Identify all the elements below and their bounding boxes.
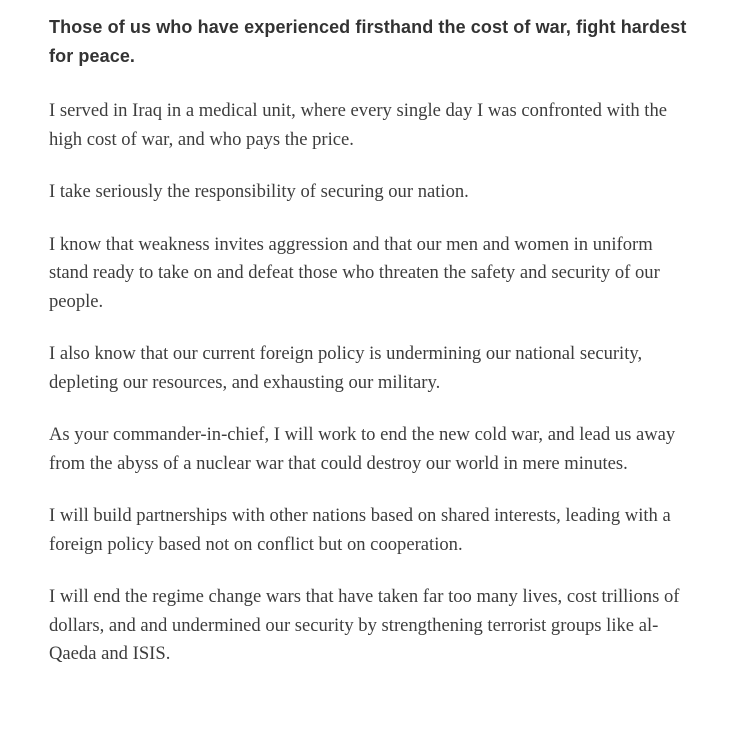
lead-paragraph: Those of us who have experienced firsthand the cost of war, fight hardest for peace. <box>49 17 687 66</box>
paragraph-weakness: I know that weakness invites aggression and that our men and women in uniform stand ready to take on and defeat those who threaten the safety and security of our people. <box>49 233 660 312</box>
paragraph-responsibility: I take seriously the responsibility of securing our nation. <box>49 181 469 202</box>
paragraph-service: I served in Iraq in a medical unit, where every single day I was confronted with the high cost of war, and who pays the price. <box>49 100 668 150</box>
paragraph-commander: As your commander-in-chief, I will work to end the new cold war, and lead us away from the abyss of a nuclear war that could destroy our world in mere minutes. <box>49 424 676 474</box>
paragraph-partnerships: I will build partnerships with other nations based on shared interests, leading with a foreign policy based not on conflict but on cooperation. <box>49 505 671 555</box>
paragraph-regime-change: I will end the regime change wars that have taken far too many lives, cost trillions of dollars, and and undermined our security by strengthening terrorist groups like al-Qaeda and ISIS. <box>49 586 680 664</box>
article-body <box>49 13 689 693</box>
paragraph-foreign-policy: I also know that our current foreign policy is undermining our national security, depleting our resources, and exhausting our military. <box>49 343 643 393</box>
